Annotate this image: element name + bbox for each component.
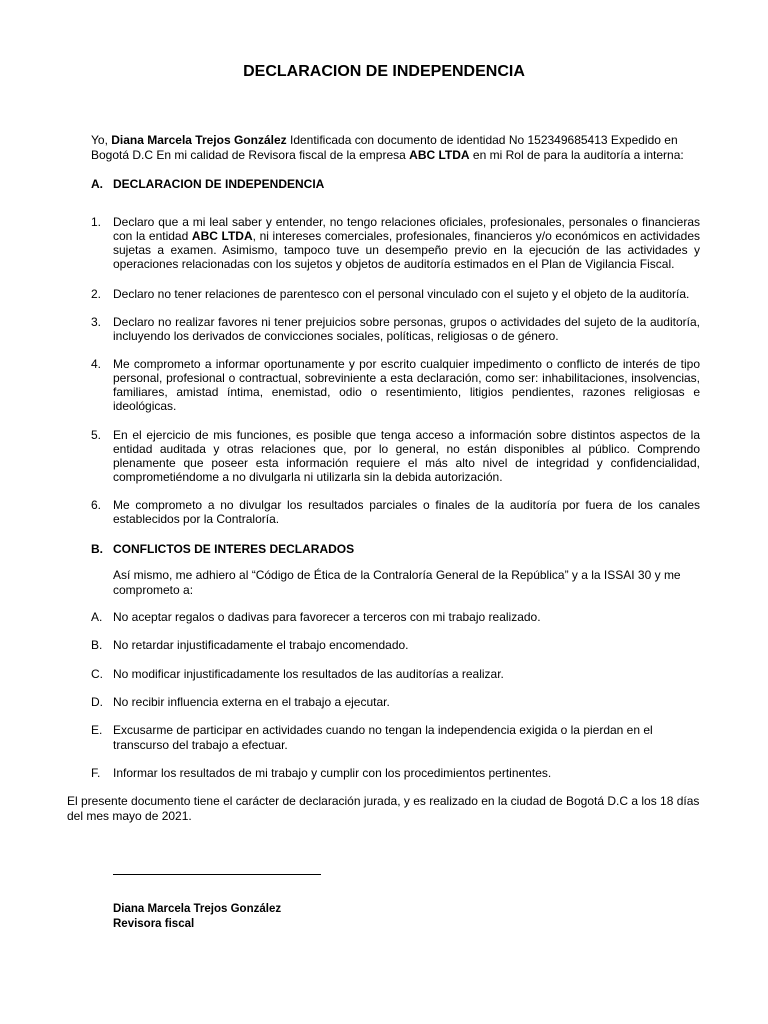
intro-text-1: Yo, bbox=[91, 133, 112, 147]
item-number: 2. bbox=[91, 287, 102, 301]
item-letter: F. bbox=[91, 766, 101, 780]
item-letter: D. bbox=[91, 695, 103, 709]
declaration-item bbox=[91, 357, 700, 415]
item-letter: E. bbox=[91, 723, 103, 737]
item-letter: C. bbox=[91, 667, 103, 681]
signature-role: Revisora fiscal bbox=[113, 918, 195, 930]
item-number: 5. bbox=[91, 428, 102, 442]
signature-name: Diana Marcela Trejos González bbox=[113, 903, 282, 915]
item-number: 1. bbox=[91, 215, 102, 229]
company-name: ABC LTDA bbox=[409, 147, 470, 162]
item-letter: B. bbox=[91, 638, 103, 652]
item-text: Declaro no realizar favores ni tener prejuicios sobre personas, grupos o actividades del sujeto de la auditoría, incluyendo los derivados de convicciones sociales, políticas, religiosas o de género. bbox=[113, 315, 700, 343]
item-number: 6. bbox=[91, 498, 102, 512]
item-text: No modificar injustificadamente los resultados de las auditorías a realizar. bbox=[113, 667, 504, 681]
item-number: 4. bbox=[91, 357, 102, 371]
item-text: No retardar injustificadamente el trabajo encomendado. bbox=[113, 638, 409, 652]
intro-text-2: Identificada con documento de identidad No 152349685413 Expedido en Bogotá D.C En mi calidad de Revisora fiscal de la empresa bbox=[91, 133, 678, 162]
intro-text-3: en mi Rol de para la auditoría a interna: bbox=[469, 147, 684, 162]
section-b-heading bbox=[91, 542, 354, 556]
item-text-part: Declaro que a mi leal saber y entender, no tengo relaciones oficiales, profesionales, personales o financieras con la entidad bbox=[113, 215, 700, 243]
intro-paragraph bbox=[91, 133, 691, 162]
signature-line bbox=[113, 874, 321, 875]
section-a-letter: A. bbox=[91, 177, 103, 191]
section-a-title: DECLARACION DE INDEPENDENCIA bbox=[113, 177, 325, 191]
item-text: No aceptar regalos o dadivas para favorecer a terceros con mi trabajo realizado. bbox=[113, 610, 541, 624]
item-text: En el ejercicio de mis funciones, es posible que tenga acceso a información sobre distintos aspectos de la entidad auditada y otras relaciones que, por lo general, no están disponibles al público. Comprendo plenamente que poseer esta información requiere el más alto nivel de integridad y confidencialidad, comprometiéndome a no divulgarla ni utilizarla sin la debida autorización. bbox=[113, 428, 700, 484]
item-number: 3. bbox=[91, 315, 102, 329]
document-title: DECLARACION DE INDEPENDENCIA bbox=[243, 63, 525, 80]
declaration-item bbox=[91, 428, 700, 486]
company-name: ABC LTDA bbox=[191, 229, 253, 243]
section-b-title: CONFLICTOS DE INTERES DECLARADOS bbox=[113, 542, 355, 556]
declaration-item bbox=[91, 315, 700, 345]
item-text: Excusarme de participar en actividades cuando no tengan la independencia exigida o la pierdan en el transcurso del trabajo a efectuar. bbox=[113, 723, 653, 752]
section-b-paragraph: Así mismo, me adhiero al “Código de Ética de la Contraloría General de la República” y a la ISSAI 30 y me comprometo a: bbox=[113, 568, 681, 597]
declaration-item bbox=[91, 287, 700, 303]
declaration-item bbox=[91, 498, 700, 528]
item-text bbox=[113, 215, 700, 271]
item-text: No recibir influencia externa en el trabajo a ejecutar. bbox=[113, 695, 390, 709]
item-text-part: , ni intereses comerciales, profesionales, financieros y/o económicos en actividades sujetas a examen. Asimismo, tampoco tuve un desempeño previo en la ejecución de las actividades y operaciones relacionadas con los sujetos y objetos de auditoría estimados en el Plan de Vigilancia Fiscal. bbox=[113, 229, 701, 271]
item-text: Declaro no tener relaciones de parentesco con el personal vinculado con el sujeto y el objeto de la auditoría. bbox=[113, 287, 690, 301]
item-letter: A. bbox=[91, 610, 103, 624]
section-a-heading bbox=[91, 177, 324, 191]
item-text: Me comprometo a informar oportunamente y por escrito cualquier impedimento o conflicto de interés de tipo personal, profesional o contractual, sobreviniente a esta declaración, como ser: inhabilitaciones, insolvencias, familiares, amistad íntima, enemistad, odio o resentimiento, litigios pendientes, razones religiosas e ideológicas. bbox=[113, 357, 700, 413]
item-text: Informar los resultados de mi trabajo y cumplir con los procedimientos pertinentes. bbox=[113, 766, 552, 780]
declaration-item bbox=[91, 215, 700, 273]
section-b-letter: B. bbox=[91, 542, 103, 556]
item-text: Me comprometo a no divulgar los resultados parciales o finales de la auditoría por fuera de los canales establecidos por la Contraloría. bbox=[113, 498, 700, 526]
closing-paragraph: El presente documento tiene el carácter de declaración jurada, y es realizado en la ciudad de Bogotá D.C a los 18 días del mes mayo de 2021. bbox=[67, 794, 700, 823]
declarant-name: Diana Marcela Trejos González bbox=[111, 133, 287, 147]
